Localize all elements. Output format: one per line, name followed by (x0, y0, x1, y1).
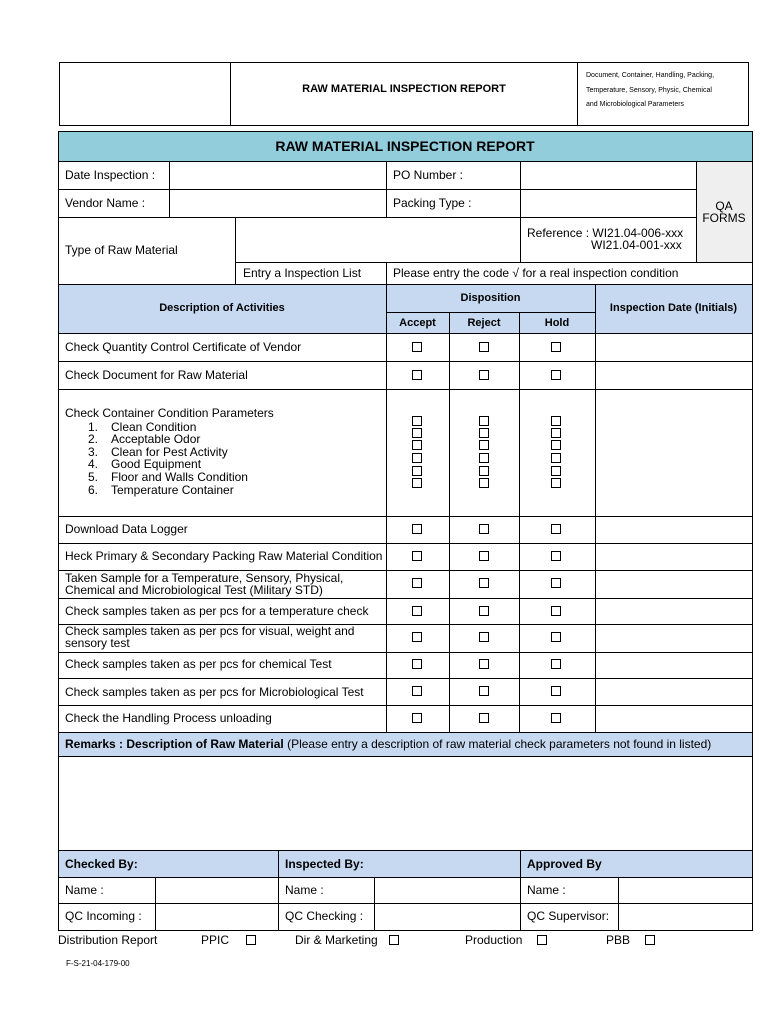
row-10-text: Check samples taken as per pcs for Microbiological Test (65, 685, 364, 699)
accept-checkbox[interactable] (412, 440, 422, 450)
sub-item: Clean Condition (111, 420, 197, 434)
pbb-checkbox[interactable] (645, 935, 655, 945)
reject-checkbox[interactable] (479, 342, 489, 352)
accept-checkbox[interactable] (412, 606, 422, 616)
vendor-name-field[interactable] (170, 190, 386, 217)
qc-incoming-label: QC Incoming : (65, 909, 142, 923)
sub-item: Clean for Pest Activity (111, 445, 228, 459)
reference-line-1: Reference : WI21.04-006-xxx (527, 226, 684, 240)
accept-checkbox[interactable] (412, 686, 422, 696)
reject-checkbox[interactable] (479, 524, 489, 534)
accept-checkbox[interactable] (412, 416, 422, 426)
header-note-line-3: and Microbiological Parameters (586, 101, 685, 108)
production-checkbox[interactable] (537, 935, 547, 945)
form-code: F-S-21-04-179-00 (66, 959, 130, 968)
distribution-dir-marketing: Dir & Marketing (295, 933, 378, 947)
reject-checkbox[interactable] (479, 659, 489, 669)
hold-checkbox[interactable] (551, 632, 561, 642)
type-raw-material-field[interactable] (236, 218, 520, 262)
header-note-line-1: Document, Container, Handling, Packing, (586, 72, 715, 79)
sub-item: Floor and Walls Condition (111, 470, 248, 484)
po-number-field[interactable] (521, 162, 696, 189)
qc-supervisor-field[interactable] (619, 904, 752, 930)
accept-checkbox[interactable] (412, 428, 422, 438)
hold-checkbox[interactable] (551, 416, 561, 426)
sub-item-num: 4. (88, 457, 99, 471)
accept-checkbox[interactable] (412, 632, 422, 642)
sub-item: Acceptable Odor (111, 432, 201, 446)
hold-checkbox[interactable] (551, 686, 561, 696)
qa-forms-line-1: QA (715, 199, 733, 213)
reject-checkbox[interactable] (479, 551, 489, 561)
reject-checkbox[interactable] (479, 632, 489, 642)
reject-checkbox[interactable] (479, 606, 489, 616)
qc-checking-label: QC Checking : (285, 909, 364, 923)
sub-item-num: 2. (88, 432, 99, 446)
description-header: Description of Activities (159, 302, 285, 314)
reject-checkbox[interactable] (479, 428, 489, 438)
row-8-text-2: sensory test (65, 636, 130, 650)
row-11-text: Check the Handling Process unloading (65, 711, 272, 725)
dir-marketing-checkbox[interactable] (389, 935, 399, 945)
accept-checkbox[interactable] (412, 551, 422, 561)
accept-checkbox[interactable] (412, 524, 422, 534)
reject-checkbox[interactable] (479, 578, 489, 588)
reject-checkbox[interactable] (479, 466, 489, 476)
hold-checkbox[interactable] (551, 524, 561, 534)
row-7-text: Check samples taken as per pcs for a temperature check (65, 604, 369, 618)
header-title: RAW MATERIAL INSPECTION REPORT (302, 83, 506, 95)
hold-checkbox[interactable] (551, 440, 561, 450)
packing-type-label: Packing Type : (393, 196, 472, 210)
sub-item-num: 5. (88, 470, 99, 484)
accept-header: Accept (399, 317, 436, 329)
date-inspection-field[interactable] (170, 162, 386, 189)
hold-checkbox[interactable] (551, 453, 561, 463)
sub-item: Temperature Container (111, 483, 234, 497)
reject-checkbox[interactable] (479, 478, 489, 488)
packing-type-field[interactable] (521, 190, 696, 217)
row-1-text: Check Quantity Control Certificate of Vendor (65, 340, 302, 354)
accept-checkbox[interactable] (412, 578, 422, 588)
sub-item: Good Equipment (111, 457, 202, 471)
row-9-text: Check samples taken as per pcs for chemical Test (65, 657, 332, 671)
row-8-text-1: Check samples taken as per pcs for visual, weight and (65, 624, 355, 638)
vendor-name-label: Vendor Name : (65, 196, 146, 210)
reference-line-2: WI21.04-001-xxx (591, 238, 682, 252)
date-inspection-label: Date Inspection : (65, 168, 156, 182)
qc-incoming-field[interactable] (156, 904, 278, 930)
approved-name-label: Name : (527, 883, 566, 897)
hold-header: Hold (544, 317, 570, 329)
row-4-text: Download Data Logger (65, 522, 188, 536)
accept-checkbox[interactable] (412, 342, 422, 352)
remarks-bold: Remarks : Description of Raw Material (65, 737, 284, 751)
qa-forms-line-2: FORMS (702, 211, 746, 225)
checked-name-field[interactable] (156, 878, 278, 903)
accept-checkbox[interactable] (412, 713, 422, 723)
remarks-rest: (Please entry a description of raw material check parameters not found in listed) (283, 737, 712, 751)
row-6-text-1: Taken Sample for a Temperature, Sensory, Physical, (65, 571, 344, 585)
accept-checkbox[interactable] (412, 370, 422, 380)
type-raw-material-label: Type of Raw Material (65, 243, 178, 257)
row-5-text: Heck Primary & Secondary Packing Raw Material Condition (65, 549, 383, 563)
row-6-text-2: Chemical and Microbiological Test (Military STD) (65, 583, 323, 597)
po-number-label: PO Number : (393, 168, 464, 182)
reject-checkbox[interactable] (479, 416, 489, 426)
sub-item-num: 3. (88, 445, 99, 459)
distribution-label: Distribution Report (58, 933, 158, 947)
distribution-pbb: PBB (606, 933, 631, 947)
row-3-text: Check Container Condition Parameters (65, 406, 274, 420)
reject-checkbox[interactable] (479, 453, 489, 463)
hold-checkbox[interactable] (551, 713, 561, 723)
reject-checkbox[interactable] (479, 713, 489, 723)
ppic-checkbox[interactable] (246, 935, 256, 945)
reject-checkbox[interactable] (479, 686, 489, 696)
inspected-by-label: Inspected By: (285, 857, 364, 871)
accept-checkbox[interactable] (412, 453, 422, 463)
hold-checkbox[interactable] (551, 466, 561, 476)
hold-checkbox[interactable] (551, 428, 561, 438)
sub-item-num: 6. (88, 483, 99, 497)
distribution-ppic: PPIC (201, 933, 230, 947)
disposition-header: Disposition (460, 292, 521, 304)
reject-checkbox[interactable] (479, 370, 489, 380)
reject-checkbox[interactable] (479, 440, 489, 450)
accept-checkbox[interactable] (412, 478, 422, 488)
accept-checkbox[interactable] (412, 659, 422, 669)
form-title: RAW MATERIAL INSPECTION REPORT (275, 138, 535, 154)
checked-name-label: Name : (65, 883, 104, 897)
row-2-text: Check Document for Raw Material (65, 368, 248, 382)
checked-by-label: Checked By: (65, 857, 138, 871)
header-divider-2 (577, 62, 578, 126)
remarks-label (65, 737, 711, 751)
distribution-production: Production (465, 933, 523, 947)
approved-by-label: Approved By (527, 857, 602, 871)
inspected-name-field[interactable] (375, 878, 520, 903)
sub-item-num: 1. (88, 420, 99, 434)
inspected-name-label: Name : (285, 883, 324, 897)
header-note-line-2: Temperature, Sensory, Physic, Chemical (586, 87, 712, 94)
hold-checkbox[interactable] (551, 342, 561, 352)
hold-checkbox[interactable] (551, 578, 561, 588)
inspection-date-header: Inspection Date (Initials) (609, 302, 738, 314)
remarks-area[interactable] (59, 757, 752, 850)
reject-header: Reject (467, 317, 501, 329)
entry-note: Please entry the code √ for a real inspection condition (393, 266, 679, 280)
entry-inspection-label: Entry a Inspection List (243, 266, 362, 280)
hold-checkbox[interactable] (551, 478, 561, 488)
hold-checkbox[interactable] (551, 551, 561, 561)
qc-checking-field[interactable] (375, 904, 520, 930)
approved-name-field[interactable] (619, 878, 752, 903)
hold-checkbox[interactable] (551, 370, 561, 380)
accept-checkbox[interactable] (412, 466, 422, 476)
hold-checkbox[interactable] (551, 659, 561, 669)
qc-supervisor-label: QC Supervisor: (527, 909, 610, 923)
hold-checkbox[interactable] (551, 606, 561, 616)
